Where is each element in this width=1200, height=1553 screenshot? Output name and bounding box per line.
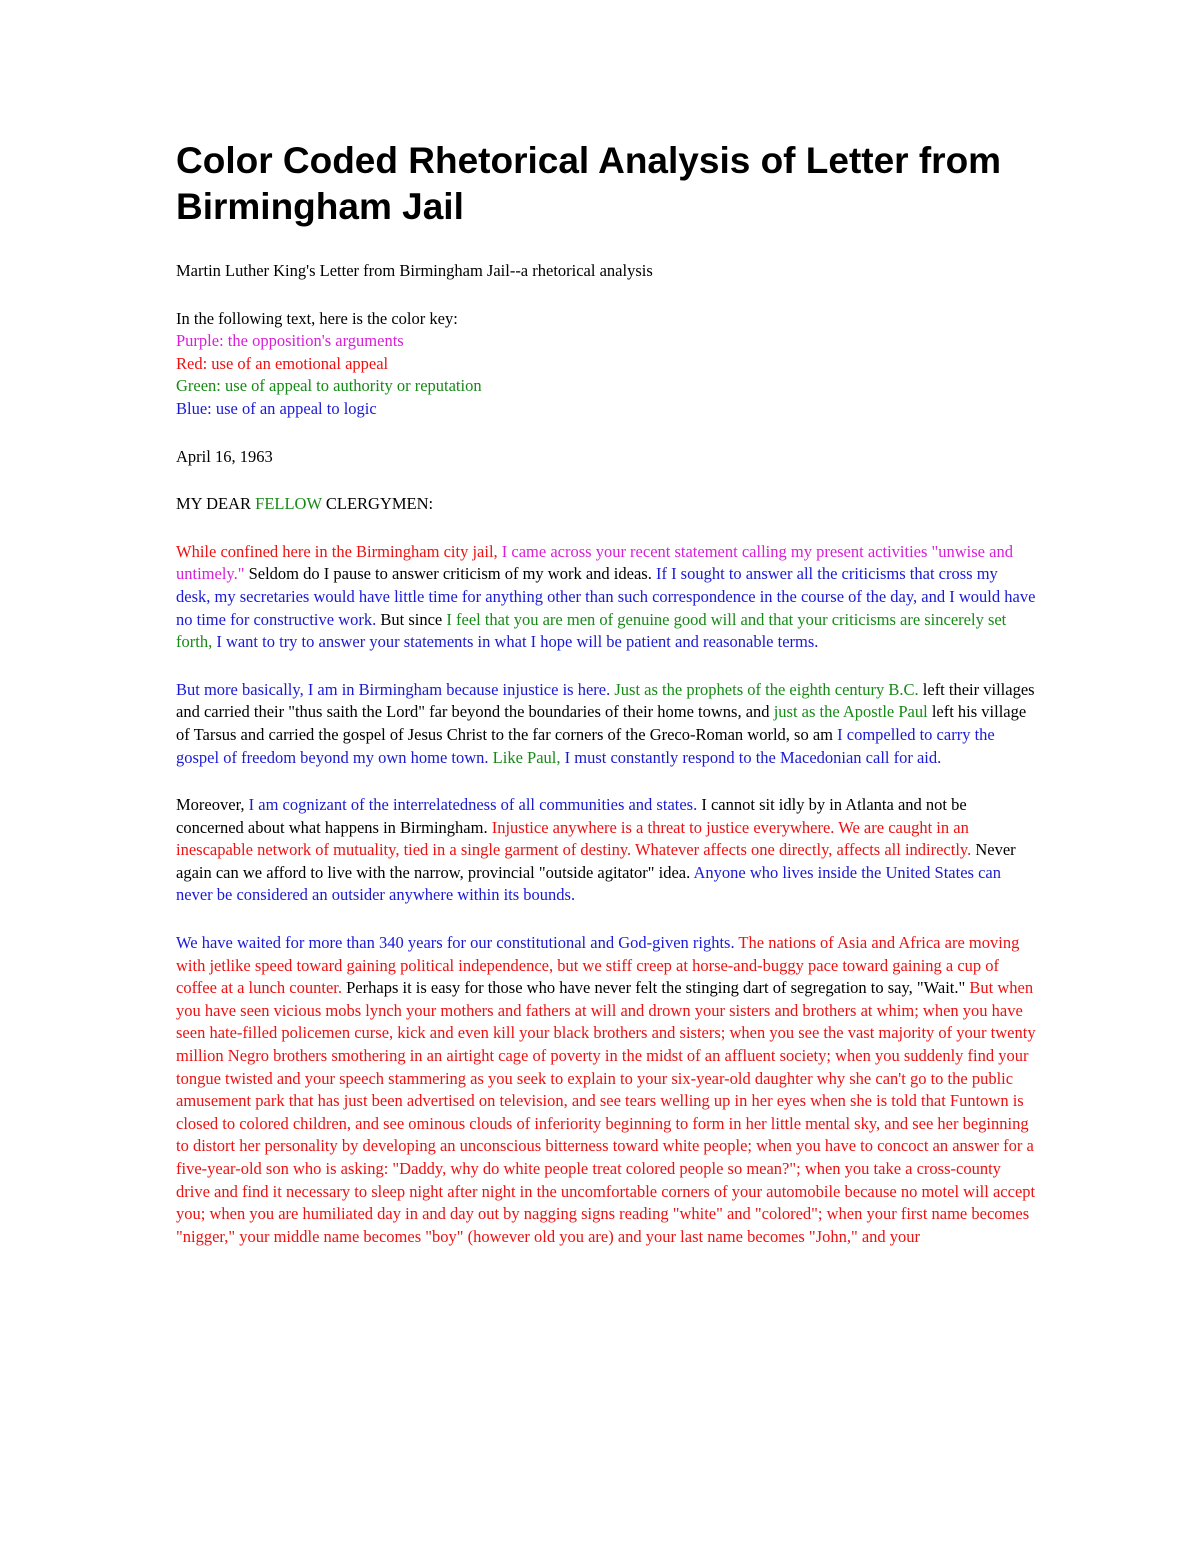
text-run-black: Seldom do I pause to answer criticism of my work and ideas. [244, 564, 656, 584]
text-run-green: Like Paul, [492, 747, 561, 767]
text-run-blue: But more basically, I am in Birmingham because injustice is here. [176, 679, 611, 699]
text-run-green: just as the Apostle Paul [773, 702, 928, 722]
page-title: Color Coded Rhetorical Analysis of Letter from Birmingham Jail [176, 140, 1002, 227]
text-run-green: FELLOW [255, 494, 322, 514]
text-run-blue: If I sought to answer all the criticisms that cross my desk, my secretaries would have little time for anything other than such correspondence in the course of the day, and I would have no time for constructive work. [176, 564, 1036, 629]
text-run-red: The nations of Asia and Africa are moving with jetlike speed toward gaining political independence, but we stiff creep at horse-and-buggy pace toward gaining a cup of coffee at a lunch counter. [176, 933, 1020, 998]
color-key-intro: In the following text, here is the color key: [176, 308, 458, 328]
text-run-red: While confined here in the Birmingham city jail, [176, 541, 502, 561]
text-run-blue: I must constantly respond to the Macedonian call for aid. [564, 747, 942, 767]
text-run-black: I cannot sit idly by in Atlanta and not be concerned about what happens in Birmingham. [176, 795, 967, 837]
document-page [176, 138, 1036, 1248]
text-run-blue: I want to try to answer your statements in what I hope will be patient and reasonable terms. [216, 632, 819, 652]
text-run-black: Never again can we afford to live with the narrow, provincial "outside agitator" idea. [176, 840, 1016, 882]
letter-paragraph [176, 794, 1036, 907]
text-run-red: But when you have seen vicious mobs lynch your mothers and fathers at will and drown your sisters and brothers at whim; when you have seen hate-filled policemen curse, kick and even kill your black brothers and sisters; when you see the vast majority of your twenty million Negro brothers smothering in an airtight cage of poverty in the midst of an affluent society; when you suddenly find your tongue twisted and your speech stammering as you seek to explain to your six-year-old daughter why she can't go to the public amusement park that has just been advertised on television, and see tears welling up in her eyes when she is told that Funtown is closed to colored children, and see ominous clouds of inferiority beginning to form in her little mental sky, and see her beginning to distort her personality by developing an unconscious bitterness toward white people; when you have to concoct an answer for a five-year-old son who is asking: "Daddy, why do white people treat colored people so mean?"; when you take a cross-county drive and find it necessary to sleep night after night in the uncomfortable corners of your automobile because no motel will accept you; when you are humiliated day in and day out by nagging signs reading "white" and "colored"; when your first name becomes "nigger," your middle name becomes "boy" (however old you are) and your last name becomes "John," and your [176, 978, 1036, 1246]
color-key-red: Red: use of an emotional appeal [176, 353, 389, 373]
letter-paragraph [176, 541, 1036, 654]
text-run-blue: I am cognizant of the interrelatedness of all communities and states. [248, 795, 698, 815]
color-key-section [176, 308, 1036, 421]
letter-date: April 16, 1963 [176, 446, 273, 466]
text-run-black: MY DEAR [176, 494, 256, 514]
color-key-green: Green: use of appeal to authority or reputation [176, 376, 482, 396]
text-run-black: left their villages and carried their "thus saith the Lord" far beyond the boundaries of their home towns, and [176, 679, 1035, 722]
letter-body [176, 541, 1036, 1249]
text-run-black: CLERGYMEN: [321, 494, 434, 514]
text-run-blue: Anyone who lives inside the United States can never be considered an outsider anywhere within its bounds. [176, 862, 1001, 905]
text-run-black: Moreover, [176, 795, 249, 815]
letter-paragraph [176, 679, 1036, 769]
text-run-green: Just as the prophets of the eighth century B.C. [614, 679, 919, 699]
text-run-blue: I compelled to carry the gospel of freedom beyond my own home town. [176, 724, 995, 767]
document-subtitle: Martin Luther King's Letter from Birmingham Jail--a rhetorical analysis [176, 261, 653, 280]
text-run-red: Injustice anywhere is a threat to justice everywhere. We are caught in an inescapable network of mutuality, tied in a single garment of destiny. Whatever affects one directly, affects all indirectly. [176, 817, 972, 860]
text-run-blue: We have waited for more than 340 years for our constitutional and God-given rights. [176, 933, 735, 953]
letter-paragraph [176, 932, 1036, 1248]
color-key-purple: Purple: the opposition's arguments [176, 331, 404, 351]
text-run-black: Perhaps it is easy for those who have never felt the stinging dart of segregation to say, "Wait." [342, 978, 966, 998]
text-run-black: But since [376, 609, 447, 629]
letter-salutation [176, 493, 1036, 516]
text-run-purple: I came across your recent statement calling my present activities "unwise and untimely." [176, 541, 1013, 584]
text-run-green: I feel that you are men of genuine good will and that your criticisms are sincerely set forth, [176, 609, 1007, 652]
color-key-blue: Blue: use of an appeal to logic [176, 398, 377, 418]
text-run-black: left his village of Tarsus and carried the gospel of Jesus Christ to the far corners of the Greco-Roman world, so am [176, 702, 1027, 744]
